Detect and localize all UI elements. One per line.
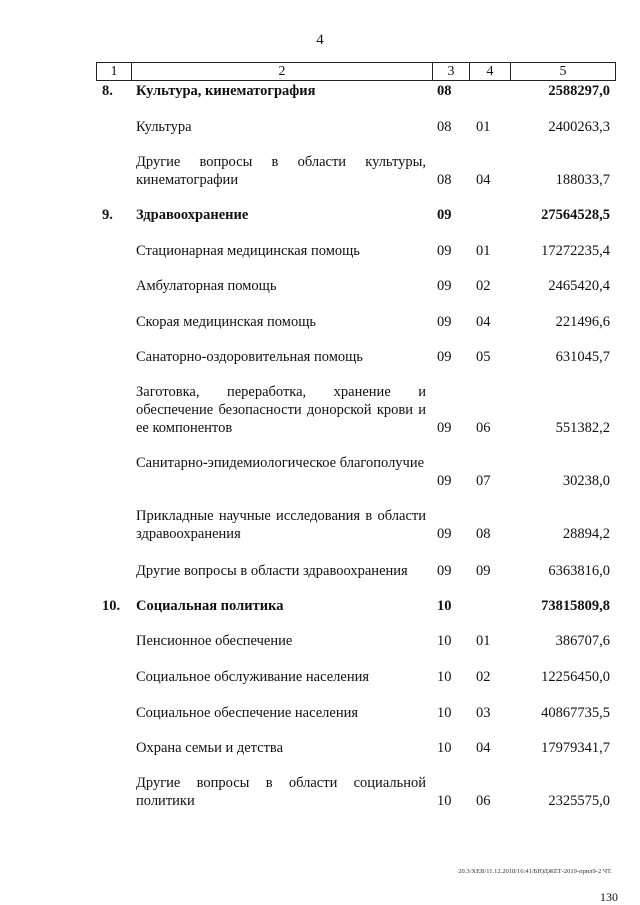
amount-value: 2588297,0 (548, 83, 610, 99)
subsection-code: 09 (476, 563, 491, 579)
section-code: 08 (437, 119, 452, 135)
amount-value: 631045,7 (555, 349, 610, 365)
section-code: 09 (437, 563, 452, 579)
section-code: 09 (437, 243, 452, 259)
row-name: Амбулаторная помощь (136, 278, 277, 294)
amount-value: 6363816,0 (548, 563, 610, 579)
section-code: 09 (437, 526, 452, 542)
subsection-code: 01 (476, 243, 491, 259)
row-name: Пенсионное обеспечение (136, 633, 293, 649)
section-code: 10 (437, 705, 452, 721)
section-code: 08 (437, 83, 452, 99)
section-code: 08 (437, 172, 452, 188)
amount-value: 2465420,4 (548, 278, 610, 294)
amount-value: 28894,2 (562, 526, 610, 542)
row-name: Санитарно-эпидемиологическое благополучие (136, 455, 425, 471)
amount-value: 17979341,7 (541, 740, 610, 756)
row-name: Здравоохранение (136, 207, 249, 223)
row-name: Прикладные научные исследования в области здравоохранения (136, 508, 426, 542)
header-col-4: 4 (470, 63, 511, 80)
amount-value: 30238,0 (562, 473, 610, 489)
row-number: 8. (102, 83, 113, 99)
section-code: 09 (437, 420, 452, 436)
amount-value: 27564528,5 (541, 207, 610, 223)
section-code: 10 (437, 793, 452, 809)
subsection-code: 08 (476, 526, 491, 542)
subsection-code: 01 (476, 633, 491, 649)
row-name: Социальное обеспечение населения (136, 705, 359, 721)
table-header (96, 62, 616, 81)
subsection-code: 07 (476, 473, 491, 489)
header-col-5: 5 (559, 64, 567, 79)
section-code: 09 (437, 207, 452, 223)
section-code: 09 (437, 278, 452, 294)
amount-value: 17272235,4 (541, 243, 610, 259)
row-name: Санаторно-оздоровительная помощь (136, 349, 363, 365)
row-name: Охрана семьи и детства (136, 740, 284, 756)
amount-value: 551382,2 (555, 420, 610, 436)
row-name: Стационарная медицинская помощь (136, 243, 360, 259)
amount-value: 221496,6 (555, 314, 610, 330)
subsection-code: 04 (476, 740, 491, 756)
header-col-2: 2 (132, 63, 433, 80)
amount-value: 2400263,3 (548, 119, 610, 135)
amount-value: 188033,7 (555, 172, 610, 188)
amount-value: 73815809,8 (541, 598, 610, 614)
section-code: 09 (437, 473, 452, 489)
page-number: 4 (316, 32, 324, 48)
row-name: Социальная политика (136, 598, 284, 614)
corner-number: 130 (600, 890, 618, 904)
amount-value: 386707,6 (555, 633, 610, 649)
subsection-code: 04 (476, 314, 491, 330)
section-code: 10 (437, 669, 452, 685)
row-name: Заготовка, переработка, хранение и обеспечение безопасности донорской крови и ее компонентов (136, 384, 426, 436)
row-name: Культура, кинематография (136, 83, 316, 99)
section-code: 10 (437, 633, 452, 649)
row-number: 10. (102, 598, 121, 614)
amount-value: 2325575,0 (548, 793, 610, 809)
row-name: Другие вопросы в области культуры, кинематографии (136, 154, 426, 188)
amount-value: 40867735,5 (541, 705, 610, 721)
subsection-code: 06 (476, 420, 491, 436)
row-number: 9. (102, 207, 113, 223)
amount-value: 12256450,0 (541, 669, 610, 685)
subsection-code: 06 (476, 793, 491, 809)
row-name: Скорая медицинская помощь (136, 314, 316, 330)
header-col-3: 3 (433, 63, 470, 80)
subsection-code: 04 (476, 172, 491, 188)
header-col-1: 1 (97, 63, 132, 80)
section-code: 10 (437, 598, 452, 614)
subsection-code: 02 (476, 278, 491, 294)
row-name: Другие вопросы в области социальной политики (136, 775, 426, 809)
subsection-code: 02 (476, 669, 491, 685)
subsection-code: 01 (476, 119, 491, 135)
subsection-code: 03 (476, 705, 491, 721)
row-name: Другие вопросы в области здравоохранения (136, 563, 408, 579)
section-code: 10 (437, 740, 452, 756)
row-name: Социальное обслуживание населения (136, 669, 370, 685)
footer-stamp: 20.3/ХЕВ/11.12.2018/16:41/БЮДЖЕТ-2019-прил9-2 ЧТ. (458, 868, 612, 875)
row-name: Культура (136, 119, 192, 135)
section-code: 09 (437, 349, 452, 365)
section-code: 09 (437, 314, 452, 330)
subsection-code: 05 (476, 349, 491, 365)
